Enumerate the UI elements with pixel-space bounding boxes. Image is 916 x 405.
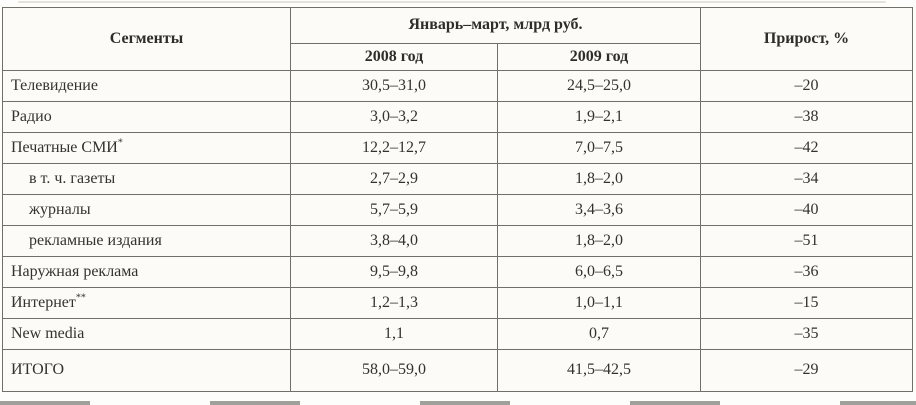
segment-label: Телевидение: [11, 76, 98, 94]
table-row: [3, 226, 913, 257]
growth-cell: –29: [701, 350, 913, 392]
value-2009-cell: 24,5–25,0: [498, 71, 701, 102]
value-2009-cell: 41,5–42,5: [498, 350, 701, 392]
table-row: [3, 133, 913, 164]
segment-cell: [3, 257, 291, 288]
scan-artifact-bottom: [0, 401, 916, 405]
segments-revenue-table: [2, 7, 913, 392]
segment-footnote: *: [117, 137, 123, 149]
table-row: [3, 71, 913, 102]
segment-label: Наружная реклама: [11, 262, 139, 280]
growth-cell: –35: [701, 319, 913, 350]
segment-cell: [3, 102, 291, 133]
value-2008-cell: 2,7–2,9: [291, 164, 498, 195]
value-2008-cell: 3,0–3,2: [291, 102, 498, 133]
growth-cell: –40: [701, 195, 913, 226]
segment-label: New media: [11, 324, 85, 342]
table-row: [3, 195, 913, 226]
header-segments: Сегменты: [3, 8, 291, 71]
segment-label: ИТОГО: [11, 361, 65, 379]
table-row: [3, 288, 913, 319]
segment-cell: [3, 350, 291, 392]
value-2009-cell: 3,4–3,6: [498, 195, 701, 226]
segment-label: Интернет: [11, 293, 76, 311]
header-period-group: Январь–март, млрд руб.: [291, 8, 701, 44]
table-row-total: [3, 350, 913, 392]
value-2008-cell: 5,7–5,9: [291, 195, 498, 226]
value-2008-cell: 9,5–9,8: [291, 257, 498, 288]
segment-cell: [3, 288, 291, 319]
value-2009-cell: 1,9–2,1: [498, 102, 701, 133]
segment-cell: [3, 319, 291, 350]
segment-cell: [3, 71, 291, 102]
value-2009-cell: 0,7: [498, 319, 701, 350]
header-growth: Прирост, %: [701, 8, 913, 71]
header-year-2009: 2009 год: [498, 44, 701, 71]
growth-cell: –34: [701, 164, 913, 195]
growth-cell: –42: [701, 133, 913, 164]
segment-label: журналы: [29, 200, 91, 218]
growth-cell: –38: [701, 102, 913, 133]
value-2008-cell: 30,5–31,0: [291, 71, 498, 102]
table-row: [3, 257, 913, 288]
value-2009-cell: 1,8–2,0: [498, 226, 701, 257]
value-2009-cell: 1,8–2,0: [498, 164, 701, 195]
growth-cell: –36: [701, 257, 913, 288]
value-2009-cell: 6,0–6,5: [498, 257, 701, 288]
value-2009-cell: 1,0–1,1: [498, 288, 701, 319]
value-2008-cell: 1,1: [291, 319, 498, 350]
segment-cell: [3, 164, 291, 195]
segment-label: в т. ч. газеты: [29, 169, 116, 187]
table-row: [3, 319, 913, 350]
segment-footnote: **: [75, 292, 86, 304]
segment-label: рекламные издания: [29, 231, 162, 249]
table-row: [3, 164, 913, 195]
segment-cell: [3, 195, 291, 226]
segment-label: Радио: [11, 107, 52, 125]
scan-artifact-top: [18, 1, 886, 3]
growth-cell: –20: [701, 71, 913, 102]
header-year-2008: 2008 год: [291, 44, 498, 71]
value-2008-cell: 1,2–1,3: [291, 288, 498, 319]
segment-cell: [3, 226, 291, 257]
segment-label: Печатные СМИ: [11, 138, 118, 156]
value-2008-cell: 12,2–12,7: [291, 133, 498, 164]
value-2008-cell: 58,0–59,0: [291, 350, 498, 392]
segment-cell: [3, 133, 291, 164]
table-row: [3, 102, 913, 133]
value-2008-cell: 3,8–4,0: [291, 226, 498, 257]
value-2009-cell: 7,0–7,5: [498, 133, 701, 164]
growth-cell: –15: [701, 288, 913, 319]
growth-cell: –51: [701, 226, 913, 257]
